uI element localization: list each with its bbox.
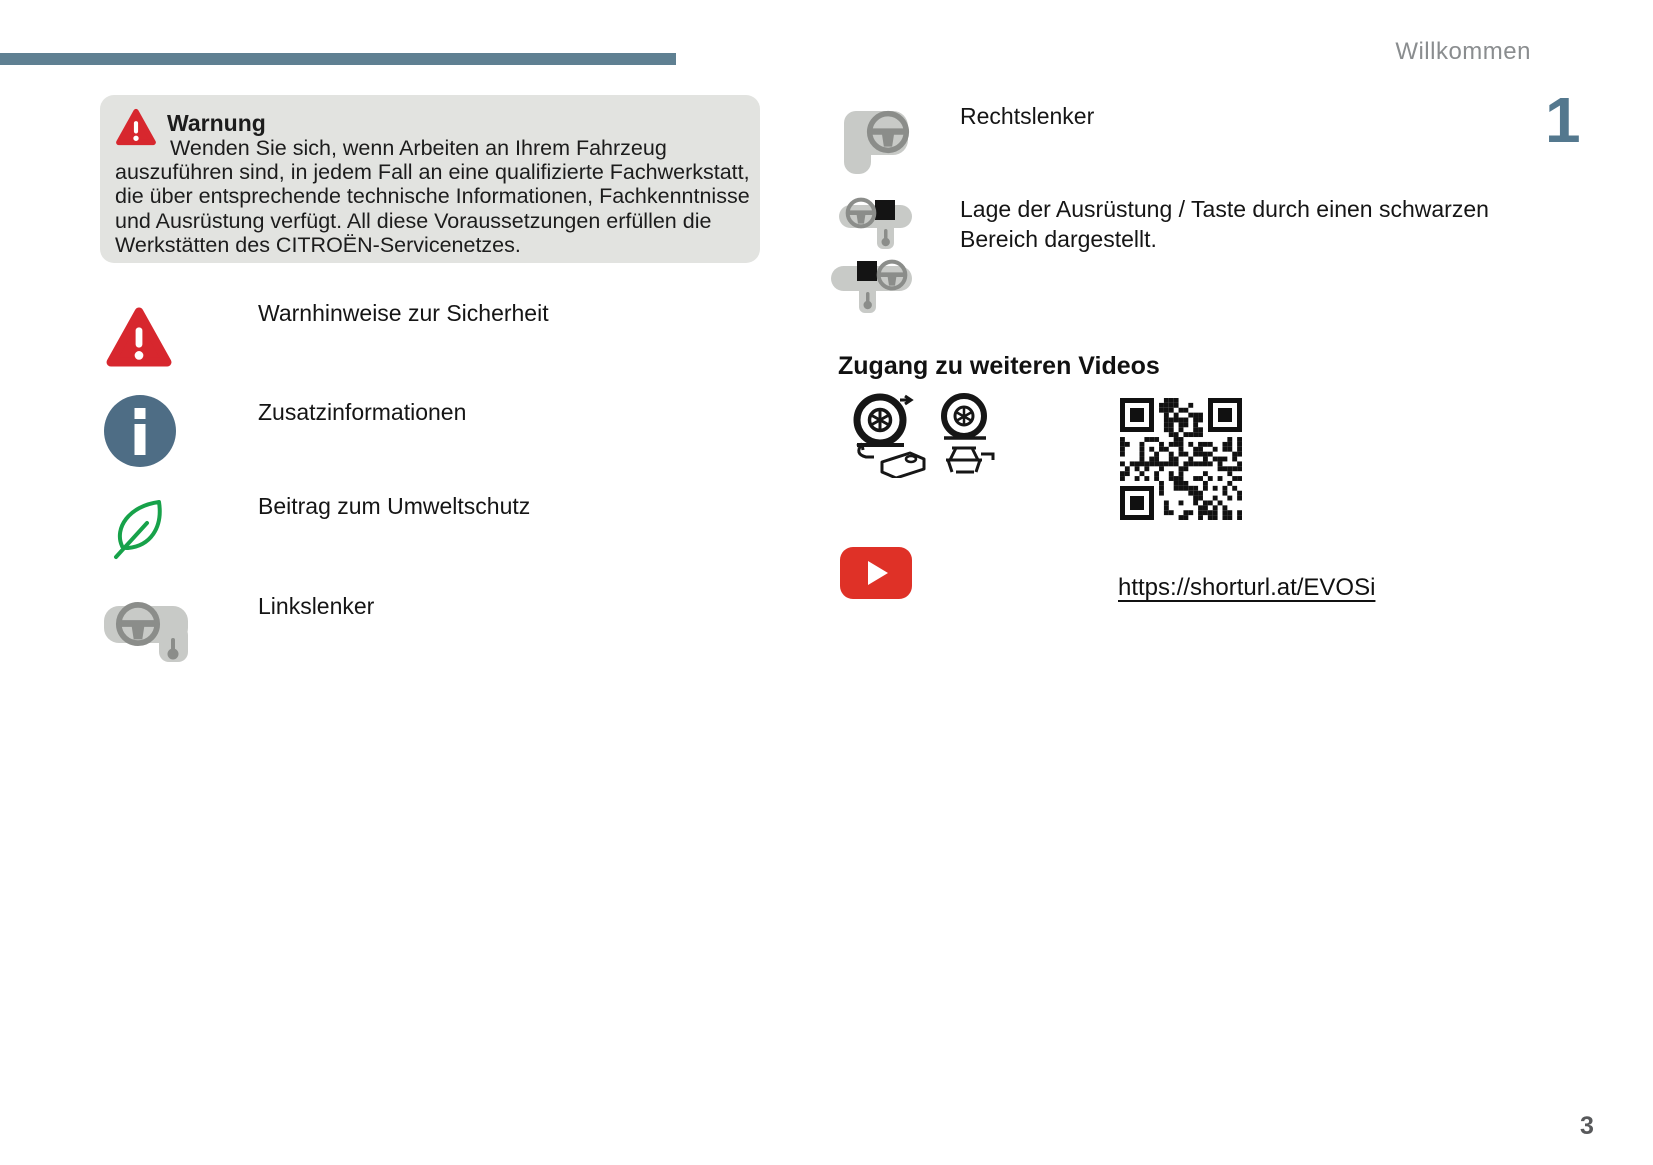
legend-label: Lage der Ausrüstung / Taste durch einen schwarzen	[960, 196, 1489, 222]
top-accent-bar	[0, 53, 676, 65]
equipment-location-icon-rhd	[830, 258, 914, 320]
tyre-inflation-kit-icon	[857, 396, 924, 478]
leaf-icon	[113, 494, 165, 560]
right-hand-drive-icon	[840, 108, 912, 174]
chapter-number-badge: 1	[1545, 84, 1581, 156]
warning-text-line: die über entsprechende technische Informationen, Fachkenntnisse	[115, 184, 750, 209]
warning-text-line: Wenden Sie sich, wenn Arbeiten an Ihrem Fahrzeug	[170, 136, 667, 160]
youtube-icon	[840, 547, 912, 599]
videos-heading: Zugang zu weiteren Videos	[838, 352, 1160, 380]
legend-label: Warnhinweise zur Sicherheit	[258, 300, 549, 326]
warning-text-line: auszuführen sind, in jedem Fall an eine qualifizierte Fachwerkstatt,	[115, 160, 750, 185]
legend-label: Beitrag zum Umweltschutz	[258, 493, 531, 519]
left-hand-drive-icon	[102, 597, 190, 663]
warning-text-line: Werkstätten des CITROËN-Servicenetzes.	[115, 232, 521, 257]
warning-triangle-icon	[115, 108, 157, 146]
qr-code	[1120, 398, 1242, 520]
equipment-location-icon-lhd	[838, 196, 914, 254]
header-section-title: Willkommen	[1395, 38, 1531, 65]
legend-label: Linkslenker	[258, 593, 375, 619]
jack-icon	[944, 396, 993, 472]
warning-text-line: und Ausrüstung verfügt. All diese Voraussetzungen erfüllen die	[115, 208, 712, 233]
warning-title: Warnung	[167, 110, 266, 136]
legend-label: Rechtslenker	[960, 103, 1095, 129]
warning-triangle-icon	[105, 306, 173, 368]
legend-label: Bereich dargestellt.	[960, 226, 1157, 252]
warning-box	[100, 95, 760, 263]
play-icon	[868, 561, 888, 585]
video-link[interactable]: https://shorturl.at/EVOSi	[1118, 574, 1376, 601]
info-icon	[104, 395, 176, 467]
video-topic-icons	[848, 392, 998, 478]
page-number: 3	[1580, 1112, 1594, 1140]
legend-label: Zusatzinformationen	[258, 399, 467, 425]
